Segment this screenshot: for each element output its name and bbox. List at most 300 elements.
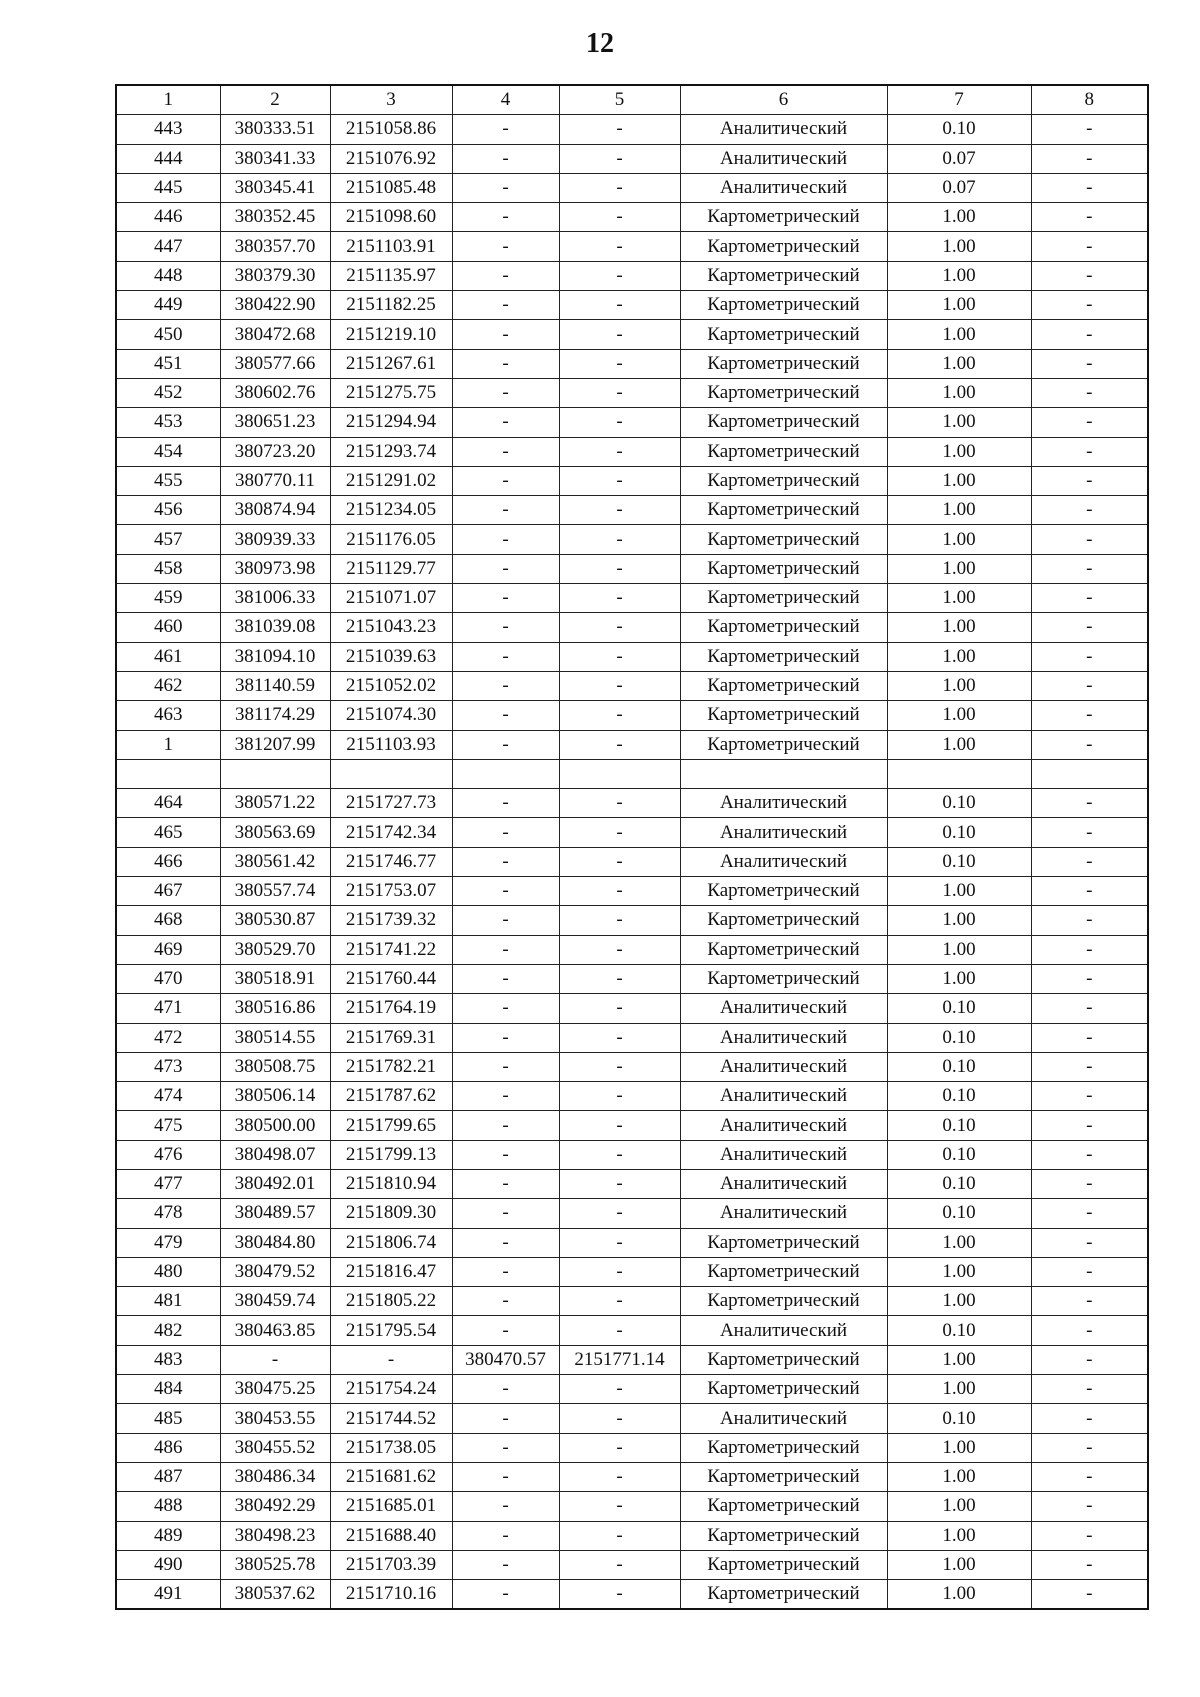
table-row [116, 1375, 1148, 1404]
note-cell: - [1031, 320, 1148, 349]
y-coordinate-cell: 2151234.05 [330, 496, 452, 525]
point-number-cell: 476 [116, 1140, 220, 1169]
method-cell: Картометрический [680, 291, 887, 320]
accuracy-cell: 0.07 [887, 144, 1031, 173]
x-coordinate-cell: 380563.69 [220, 818, 330, 847]
y-alt-cell: - [559, 730, 680, 759]
x-alt-cell: - [452, 642, 559, 671]
x-coordinate-cell: 380530.87 [220, 906, 330, 935]
method-cell: Аналитический [680, 1404, 887, 1433]
accuracy-cell: 1.00 [887, 1521, 1031, 1550]
point-number-cell: 447 [116, 232, 220, 261]
x-coordinate-cell: 380514.55 [220, 1023, 330, 1052]
y-alt-cell: - [559, 1404, 680, 1433]
y-coordinate-cell: 2151135.97 [330, 261, 452, 290]
x-alt-cell: - [452, 671, 559, 700]
note-cell: - [1031, 1345, 1148, 1374]
x-coordinate-cell: 380500.00 [220, 1111, 330, 1140]
x-alt-cell: - [452, 378, 559, 407]
x-coordinate-cell: 380939.33 [220, 525, 330, 554]
y-alt-cell: - [559, 1228, 680, 1257]
point-number-cell: 478 [116, 1199, 220, 1228]
x-alt-cell: - [452, 144, 559, 173]
x-coordinate-cell: 380577.66 [220, 349, 330, 378]
table-row [116, 203, 1148, 232]
method-cell: Картометрический [680, 701, 887, 730]
x-alt-cell: - [452, 613, 559, 642]
y-coordinate-cell: 2151058.86 [330, 115, 452, 144]
point-number-cell: 455 [116, 466, 220, 495]
y-alt-cell: - [559, 144, 680, 173]
method-cell: Картометрический [680, 964, 887, 993]
y-coordinate-cell: 2151703.39 [330, 1550, 452, 1579]
method-cell: Картометрический [680, 1492, 887, 1521]
x-alt-cell: - [452, 1316, 559, 1345]
accuracy-cell: 1.00 [887, 466, 1031, 495]
method-cell: Картометрический [680, 671, 887, 700]
x-coordinate-cell: 381094.10 [220, 642, 330, 671]
x-alt-cell: - [452, 1375, 559, 1404]
x-coordinate-cell: 380333.51 [220, 115, 330, 144]
y-alt-cell: - [559, 994, 680, 1023]
x-alt-cell: - [452, 994, 559, 1023]
y-alt-cell: - [559, 1492, 680, 1521]
table-body [116, 115, 1148, 1610]
point-number-cell: 453 [116, 408, 220, 437]
accuracy-cell: 0.10 [887, 1082, 1031, 1111]
point-number-cell: 477 [116, 1169, 220, 1198]
table-row [116, 1257, 1148, 1286]
y-coordinate-cell: 2151816.47 [330, 1257, 452, 1286]
x-coordinate-cell: 380352.45 [220, 203, 330, 232]
point-number-cell: 489 [116, 1521, 220, 1550]
point-number-cell: 487 [116, 1462, 220, 1491]
table-row [116, 291, 1148, 320]
method-cell: Аналитический [680, 173, 887, 202]
accuracy-cell: 1.00 [887, 613, 1031, 642]
accuracy-cell: 1.00 [887, 408, 1031, 437]
method-cell: Картометрический [680, 1521, 887, 1550]
y-coordinate-cell: 2151129.77 [330, 554, 452, 583]
header-row [116, 85, 1148, 115]
note-cell: - [1031, 1433, 1148, 1462]
method-cell: Картометрический [680, 1462, 887, 1491]
method-cell: Аналитический [680, 1169, 887, 1198]
accuracy-cell: 0.10 [887, 115, 1031, 144]
note-cell: - [1031, 408, 1148, 437]
x-alt-cell: - [452, 173, 559, 202]
point-number-cell: 480 [116, 1257, 220, 1286]
y-coordinate-cell: - [330, 1345, 452, 1374]
y-coordinate-cell: 2151760.44 [330, 964, 452, 993]
point-number-cell: 485 [116, 1404, 220, 1433]
point-number-cell: 465 [116, 818, 220, 847]
point-number-cell: 469 [116, 935, 220, 964]
table-row [116, 349, 1148, 378]
y-alt-cell: - [559, 466, 680, 495]
method-cell: Аналитический [680, 789, 887, 818]
point-number-cell: 475 [116, 1111, 220, 1140]
y-coordinate-cell: 2151688.40 [330, 1521, 452, 1550]
x-coordinate-cell: 381140.59 [220, 671, 330, 700]
y-alt-cell: - [559, 964, 680, 993]
point-number-cell: 468 [116, 906, 220, 935]
table-row [116, 1287, 1148, 1316]
method-cell: Картометрический [680, 525, 887, 554]
accuracy-cell: 1.00 [887, 1287, 1031, 1316]
accuracy-cell: 1.00 [887, 642, 1031, 671]
y-alt-cell: - [559, 554, 680, 583]
method-cell: Картометрический [680, 554, 887, 583]
x-coordinate-cell [220, 759, 330, 788]
note-cell: - [1031, 1052, 1148, 1081]
note-cell: - [1031, 1521, 1148, 1550]
method-cell: Картометрический [680, 1287, 887, 1316]
x-coordinate-cell: 380453.55 [220, 1404, 330, 1433]
x-coordinate-cell: 380463.85 [220, 1316, 330, 1345]
y-coordinate-cell: 2151753.07 [330, 877, 452, 906]
y-coordinate-cell: 2151769.31 [330, 1023, 452, 1052]
table-row [116, 1082, 1148, 1111]
y-alt-cell: - [559, 1199, 680, 1228]
table-row [116, 1580, 1148, 1610]
note-cell: - [1031, 1257, 1148, 1286]
x-coordinate-cell: 380422.90 [220, 291, 330, 320]
x-coordinate-cell: 380379.30 [220, 261, 330, 290]
note-cell: - [1031, 671, 1148, 700]
note-cell: - [1031, 1375, 1148, 1404]
note-cell: - [1031, 730, 1148, 759]
x-coordinate-cell: - [220, 1345, 330, 1374]
accuracy-cell: 1.00 [887, 1462, 1031, 1491]
accuracy-cell: 0.10 [887, 1169, 1031, 1198]
note-cell: - [1031, 525, 1148, 554]
y-coordinate-cell: 2151085.48 [330, 173, 452, 202]
point-number-cell: 452 [116, 378, 220, 407]
y-coordinate-cell: 2151267.61 [330, 349, 452, 378]
y-coordinate-cell: 2151806.74 [330, 1228, 452, 1257]
table-row [116, 877, 1148, 906]
method-cell: Картометрический [680, 1580, 887, 1610]
y-coordinate-cell: 2151727.73 [330, 789, 452, 818]
x-coordinate-cell: 380571.22 [220, 789, 330, 818]
y-alt-cell: - [559, 378, 680, 407]
x-alt-cell: 380470.57 [452, 1345, 559, 1374]
y-coordinate-cell: 2151799.13 [330, 1140, 452, 1169]
x-coordinate-cell: 380508.75 [220, 1052, 330, 1081]
x-coordinate-cell: 380518.91 [220, 964, 330, 993]
point-number-cell: 444 [116, 144, 220, 173]
accuracy-cell: 1.00 [887, 1580, 1031, 1610]
point-number-cell: 466 [116, 847, 220, 876]
note-cell: - [1031, 877, 1148, 906]
table-row [116, 261, 1148, 290]
accuracy-cell: 1.00 [887, 496, 1031, 525]
y-coordinate-cell: 2151293.74 [330, 437, 452, 466]
accuracy-cell: 1.00 [887, 232, 1031, 261]
y-alt-cell: - [559, 1580, 680, 1610]
accuracy-cell: 1.00 [887, 1228, 1031, 1257]
table-row [116, 378, 1148, 407]
y-alt-cell: - [559, 1550, 680, 1579]
y-alt-cell: - [559, 525, 680, 554]
table-row [116, 144, 1148, 173]
table-row [116, 613, 1148, 642]
note-cell: - [1031, 466, 1148, 495]
point-number-cell: 486 [116, 1433, 220, 1462]
point-number-cell: 463 [116, 701, 220, 730]
table-row [116, 1199, 1148, 1228]
table-row [116, 1550, 1148, 1579]
accuracy-cell: 1.00 [887, 964, 1031, 993]
table-row [116, 1433, 1148, 1462]
column-header: 5 [559, 85, 680, 115]
x-alt-cell: - [452, 1257, 559, 1286]
method-cell: Картометрический [680, 349, 887, 378]
method-cell: Картометрический [680, 261, 887, 290]
x-alt-cell: - [452, 701, 559, 730]
table-row [116, 232, 1148, 261]
accuracy-cell: 1.00 [887, 378, 1031, 407]
method-cell: Аналитический [680, 1052, 887, 1081]
y-alt-cell: - [559, 701, 680, 730]
y-alt-cell: - [559, 408, 680, 437]
x-alt-cell: - [452, 1052, 559, 1081]
y-coordinate-cell: 2151782.21 [330, 1052, 452, 1081]
point-number-cell: 467 [116, 877, 220, 906]
table-row [116, 1023, 1148, 1052]
accuracy-cell: 1.00 [887, 671, 1031, 700]
x-alt-cell: - [452, 789, 559, 818]
y-alt-cell: - [559, 818, 680, 847]
accuracy-cell: 1.00 [887, 1257, 1031, 1286]
x-alt-cell: - [452, 496, 559, 525]
point-number-cell: 443 [116, 115, 220, 144]
x-coordinate-cell: 380525.78 [220, 1550, 330, 1579]
method-cell: Картометрический [680, 1375, 887, 1404]
method-cell: Картометрический [680, 232, 887, 261]
x-coordinate-cell: 380723.20 [220, 437, 330, 466]
x-alt-cell: - [452, 1492, 559, 1521]
accuracy-cell [887, 759, 1031, 788]
note-cell: - [1031, 1140, 1148, 1169]
y-alt-cell: - [559, 877, 680, 906]
x-coordinate-cell: 381207.99 [220, 730, 330, 759]
point-number-cell: 464 [116, 789, 220, 818]
accuracy-cell: 1.00 [887, 877, 1031, 906]
note-cell: - [1031, 144, 1148, 173]
accuracy-cell: 1.00 [887, 437, 1031, 466]
x-alt-cell: - [452, 115, 559, 144]
y-coordinate-cell: 2151043.23 [330, 613, 452, 642]
x-alt-cell: - [452, 906, 559, 935]
y-alt-cell: - [559, 291, 680, 320]
point-number-cell: 445 [116, 173, 220, 202]
table-row [116, 584, 1148, 613]
column-header: 1 [116, 85, 220, 115]
note-cell: - [1031, 1492, 1148, 1521]
method-cell: Картометрический [680, 1550, 887, 1579]
x-coordinate-cell: 380874.94 [220, 496, 330, 525]
x-alt-cell: - [452, 1404, 559, 1433]
y-coordinate-cell: 2151103.93 [330, 730, 452, 759]
note-cell: - [1031, 847, 1148, 876]
method-cell: Картометрический [680, 906, 887, 935]
y-coordinate-cell: 2151275.75 [330, 378, 452, 407]
y-alt-cell: - [559, 115, 680, 144]
y-alt-cell: - [559, 1169, 680, 1198]
method-cell: Аналитический [680, 1111, 887, 1140]
method-cell: Аналитический [680, 1199, 887, 1228]
column-header: 4 [452, 85, 559, 115]
note-cell: - [1031, 1228, 1148, 1257]
accuracy-cell: 1.00 [887, 1550, 1031, 1579]
x-alt-cell: - [452, 877, 559, 906]
accuracy-cell: 0.10 [887, 1404, 1031, 1433]
y-alt-cell: - [559, 642, 680, 671]
x-alt-cell: - [452, 584, 559, 613]
point-number-cell: 473 [116, 1052, 220, 1081]
accuracy-cell: 0.10 [887, 994, 1031, 1023]
x-alt-cell [452, 759, 559, 788]
y-coordinate-cell: 2151039.63 [330, 642, 452, 671]
note-cell: - [1031, 1023, 1148, 1052]
x-alt-cell: - [452, 1521, 559, 1550]
method-cell: Картометрический [680, 1433, 887, 1462]
y-coordinate-cell: 2151742.34 [330, 818, 452, 847]
point-number-cell: 483 [116, 1345, 220, 1374]
table-row [116, 1052, 1148, 1081]
note-cell: - [1031, 554, 1148, 583]
y-alt-cell: - [559, 1521, 680, 1550]
accuracy-cell: 1.00 [887, 906, 1031, 935]
accuracy-cell: 1.00 [887, 554, 1031, 583]
y-coordinate-cell [330, 759, 452, 788]
table-row [116, 935, 1148, 964]
table-row [116, 1169, 1148, 1198]
x-alt-cell: - [452, 1550, 559, 1579]
accuracy-cell: 1.00 [887, 1375, 1031, 1404]
accuracy-cell: 1.00 [887, 730, 1031, 759]
y-coordinate-cell: 2151071.07 [330, 584, 452, 613]
x-coordinate-cell: 381174.29 [220, 701, 330, 730]
x-alt-cell: - [452, 1580, 559, 1610]
method-cell: Аналитический [680, 818, 887, 847]
table-row [116, 173, 1148, 202]
method-cell: Картометрический [680, 1228, 887, 1257]
method-cell: Картометрический [680, 466, 887, 495]
point-number-cell: 458 [116, 554, 220, 583]
point-number-cell: 450 [116, 320, 220, 349]
point-number-cell: 491 [116, 1580, 220, 1610]
x-alt-cell: - [452, 1462, 559, 1491]
accuracy-cell: 1.00 [887, 320, 1031, 349]
y-alt-cell: - [559, 935, 680, 964]
method-cell: Картометрический [680, 1345, 887, 1374]
y-alt-cell: - [559, 1082, 680, 1111]
x-coordinate-cell: 380561.42 [220, 847, 330, 876]
accuracy-cell: 1.00 [887, 1433, 1031, 1462]
x-coordinate-cell: 380479.52 [220, 1257, 330, 1286]
table-row [116, 1316, 1148, 1345]
page-number: 12 [586, 28, 614, 59]
point-number-cell: 449 [116, 291, 220, 320]
method-cell: Аналитический [680, 1140, 887, 1169]
x-alt-cell: - [452, 203, 559, 232]
note-cell: - [1031, 437, 1148, 466]
note-cell: - [1031, 964, 1148, 993]
x-alt-cell: - [452, 1287, 559, 1316]
y-alt-cell: 2151771.14 [559, 1345, 680, 1374]
x-alt-cell: - [452, 818, 559, 847]
note-cell: - [1031, 906, 1148, 935]
note-cell: - [1031, 173, 1148, 202]
y-alt-cell: - [559, 847, 680, 876]
x-alt-cell: - [452, 291, 559, 320]
y-alt-cell: - [559, 496, 680, 525]
point-number-cell: 471 [116, 994, 220, 1023]
accuracy-cell: 0.07 [887, 173, 1031, 202]
y-coordinate-cell: 2151291.02 [330, 466, 452, 495]
table-row [116, 759, 1148, 788]
y-alt-cell: - [559, 584, 680, 613]
table-row [116, 671, 1148, 700]
x-coordinate-cell: 380489.57 [220, 1199, 330, 1228]
x-alt-cell: - [452, 525, 559, 554]
column-header: 6 [680, 85, 887, 115]
x-coordinate-cell: 380459.74 [220, 1287, 330, 1316]
note-cell: - [1031, 1082, 1148, 1111]
table-row [116, 906, 1148, 935]
note-cell: - [1031, 701, 1148, 730]
method-cell: Картометрический [680, 877, 887, 906]
y-alt-cell: - [559, 1023, 680, 1052]
note-cell: - [1031, 203, 1148, 232]
column-header: 3 [330, 85, 452, 115]
note-cell: - [1031, 613, 1148, 642]
table-row [116, 1111, 1148, 1140]
table-row [116, 1492, 1148, 1521]
table-row [116, 1228, 1148, 1257]
table-row [116, 1462, 1148, 1491]
point-number-cell: 1 [116, 730, 220, 759]
x-coordinate-cell: 380529.70 [220, 935, 330, 964]
note-cell: - [1031, 1404, 1148, 1433]
y-coordinate-cell: 2151787.62 [330, 1082, 452, 1111]
x-alt-cell: - [452, 261, 559, 290]
accuracy-cell: 0.10 [887, 1023, 1031, 1052]
table-row [116, 964, 1148, 993]
y-coordinate-cell: 2151764.19 [330, 994, 452, 1023]
x-alt-cell: - [452, 1082, 559, 1111]
accuracy-cell: 1.00 [887, 584, 1031, 613]
y-alt-cell: - [559, 1316, 680, 1345]
table-row [116, 1140, 1148, 1169]
y-coordinate-cell: 2151710.16 [330, 1580, 452, 1610]
point-number-cell: 451 [116, 349, 220, 378]
y-alt-cell: - [559, 906, 680, 935]
point-number-cell: 460 [116, 613, 220, 642]
x-coordinate-cell: 380498.23 [220, 1521, 330, 1550]
x-coordinate-cell: 380492.01 [220, 1169, 330, 1198]
y-coordinate-cell: 2151052.02 [330, 671, 452, 700]
x-alt-cell: - [452, 1169, 559, 1198]
method-cell: Аналитический [680, 1316, 887, 1345]
y-coordinate-cell: 2151741.22 [330, 935, 452, 964]
x-alt-cell: - [452, 1228, 559, 1257]
note-cell: - [1031, 349, 1148, 378]
note-cell: - [1031, 1199, 1148, 1228]
